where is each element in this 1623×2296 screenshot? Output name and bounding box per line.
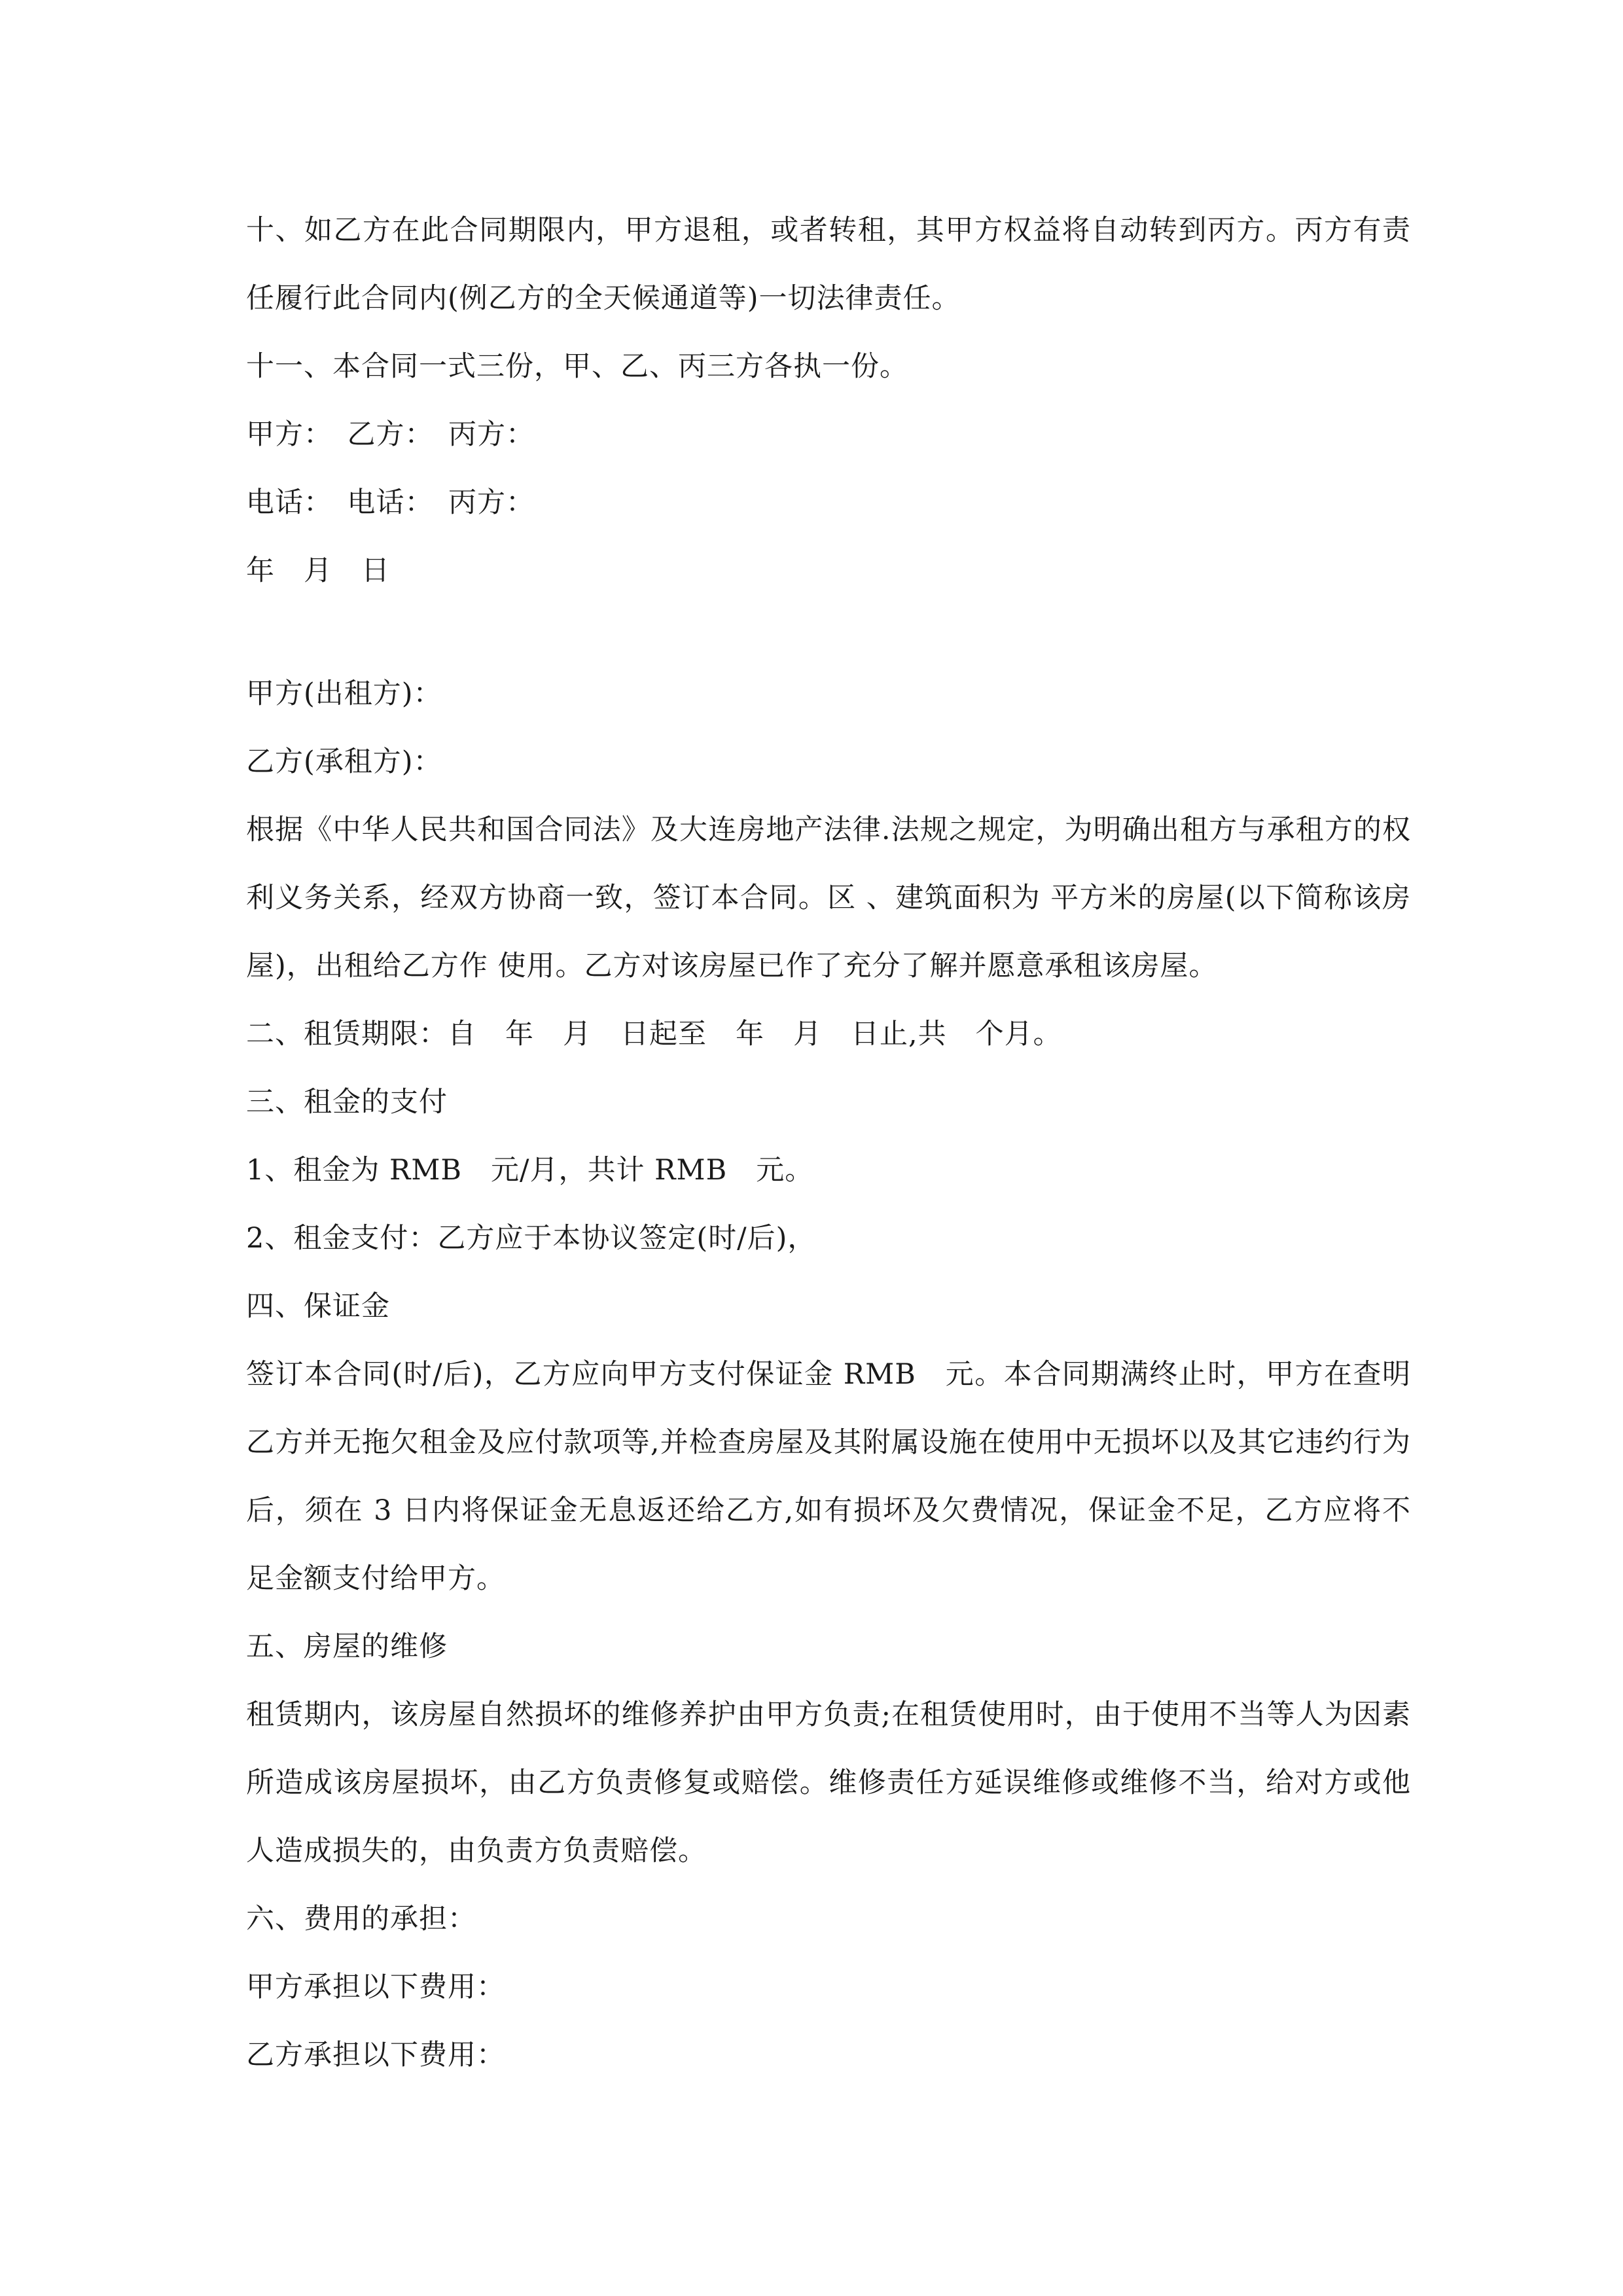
section-repair-title: 五、房屋的维修 [246, 1630, 448, 1663]
section-lease-term: 二、租赁期限：自 年 月 日起至 年 月 日止,共 个月。 [246, 1018, 1062, 1050]
costs-party-b: 乙方承担以下费用： [246, 2039, 505, 2072]
section-deposit-title: 四、保证金 [246, 1290, 390, 1323]
signature-date: 年 月 日 [246, 554, 390, 587]
deposit-paragraph: 签订本合同(时/后)，乙方应向甲方支付保证金 RMB 元。本合同期满终止时，甲方在查明乙方并无拖欠租金及应付款项等,并检查房屋及其附属设施在使用中无损坏以及其它违约行为后，须在 3 日内将保证金无息返还给乙方,如有损坏及欠费情况，保证金不足，乙方应将不足金额支付给甲方。 [246, 1358, 1411, 1595]
costs-party-a: 甲方承担以下费用： [246, 1971, 505, 2003]
document-body [246, 196, 1411, 2089]
section-gap [246, 605, 1411, 660]
signature-phones: 电话： 电话： 丙方： [246, 486, 535, 519]
party-a-lessor: 甲方(出租方)： [246, 677, 442, 710]
rent-payment: 2、租金支付：乙方应于本协议签定(时/后)， [246, 1222, 817, 1255]
repair-paragraph: 租赁期内，该房屋自然损坏的维修养护由甲方负责;在租赁使用时，由于使用不当等人为因素所造成该房屋损坏，由乙方负责修复或赔偿。维修责任方延误维修或维修不当，给对方或他人造成损失的，由负责方负责赔偿。 [246, 1698, 1411, 1867]
clause-11: 十一、本合同一式三份，甲、乙、丙三方各执一份。 [246, 350, 908, 383]
clause-10: 十、如乙方在此合同期限内，甲方退租，或者转租，其甲方权益将自动转到丙方。丙方有责任履行此合同内(例乙方的全天候通道等)一切法律责任。 [246, 214, 1411, 315]
signature-parties: 甲方： 乙方： 丙方： [246, 418, 535, 451]
party-b-lessee: 乙方(承租方)： [246, 745, 442, 778]
rent-amount: 1、租金为 RMB 元/月，共计 RMB 元。 [246, 1154, 814, 1187]
section-rent-title: 三、租金的支付 [246, 1086, 448, 1119]
preamble-paragraph: 根据《中华人民共和国合同法》及大连房地产法律.法规之规定，为明确出租方与承租方的权利义务关系，经双方协商一致，签订本合同。区 、建筑面积为 平方米的房屋(以下简称该房屋)，出租给乙方作 使用。乙方对该房屋已作了充分了解并愿意承租该房屋。 [246, 814, 1411, 982]
section-costs-title: 六、费用的承担： [246, 1903, 476, 1935]
